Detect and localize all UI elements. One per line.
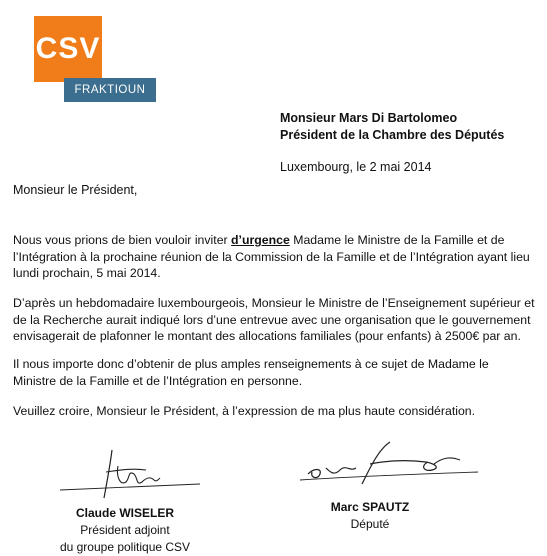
- signer-name: Claude WISELER: [75, 506, 174, 520]
- signer-spautz: [300, 499, 440, 533]
- csv-fraktioun-logo: [34, 16, 156, 102]
- paragraph-closing: Veuillez croire, Monsieur le Président, à l’expression de ma plus haute considération.: [13, 404, 476, 418]
- paragraph-information: Il nous importe donc d’obtenir de plus amples renseignements à ce sujet de Madame le Ministre de la Famille et de l’Intégration en personne.: [13, 357, 489, 388]
- signer-title: du groupe politique CSV: [59, 540, 191, 554]
- letter-date: Luxembourg, le 2 mai 2014: [280, 160, 432, 174]
- salutation: Monsieur le Président,: [13, 183, 138, 197]
- signer-name: Marc SPAUTZ: [330, 500, 410, 514]
- signature-wiseler: [60, 446, 200, 502]
- logo-fraktioun-box: FRAKTIOUN: [64, 78, 156, 102]
- paragraph-request: [13, 232, 535, 282]
- p1-text-start: Nous vous prions de bien vouloir inviter: [13, 233, 232, 247]
- signer-wiseler: [40, 505, 210, 556]
- signer-title: Président adjoint: [80, 523, 170, 537]
- signature-spautz: [300, 438, 480, 488]
- addressee-title: Président de la Chambre des Députés: [280, 128, 505, 142]
- addressee-name: Monsieur Mars Di Bartolomeo: [280, 111, 458, 125]
- signer-title: Député: [350, 517, 390, 531]
- paragraph-context: D’après un hebdomadaire luxembourgeois, Monsieur le Ministre de l’Enseignement supérieur et de la Recherche aurait indiqué lors d’une entrevue avec une organisation que le gouvernement envisagerait de plafonner le montant des allocations familiales (pour enfants) à 2500€ par an.: [13, 296, 535, 343]
- p1-text-end: Madame le Ministre de la Famille et de l’Intégration à la prochaine réunion de la Commission de la Famille et de l’Intégration ayant lieu lundi prochain, 5 mai 2014.: [13, 233, 530, 280]
- logo-csv-box: CSV: [34, 16, 102, 82]
- addressee-block: [280, 110, 504, 144]
- p1-emphasis: d’urgence: [231, 233, 290, 247]
